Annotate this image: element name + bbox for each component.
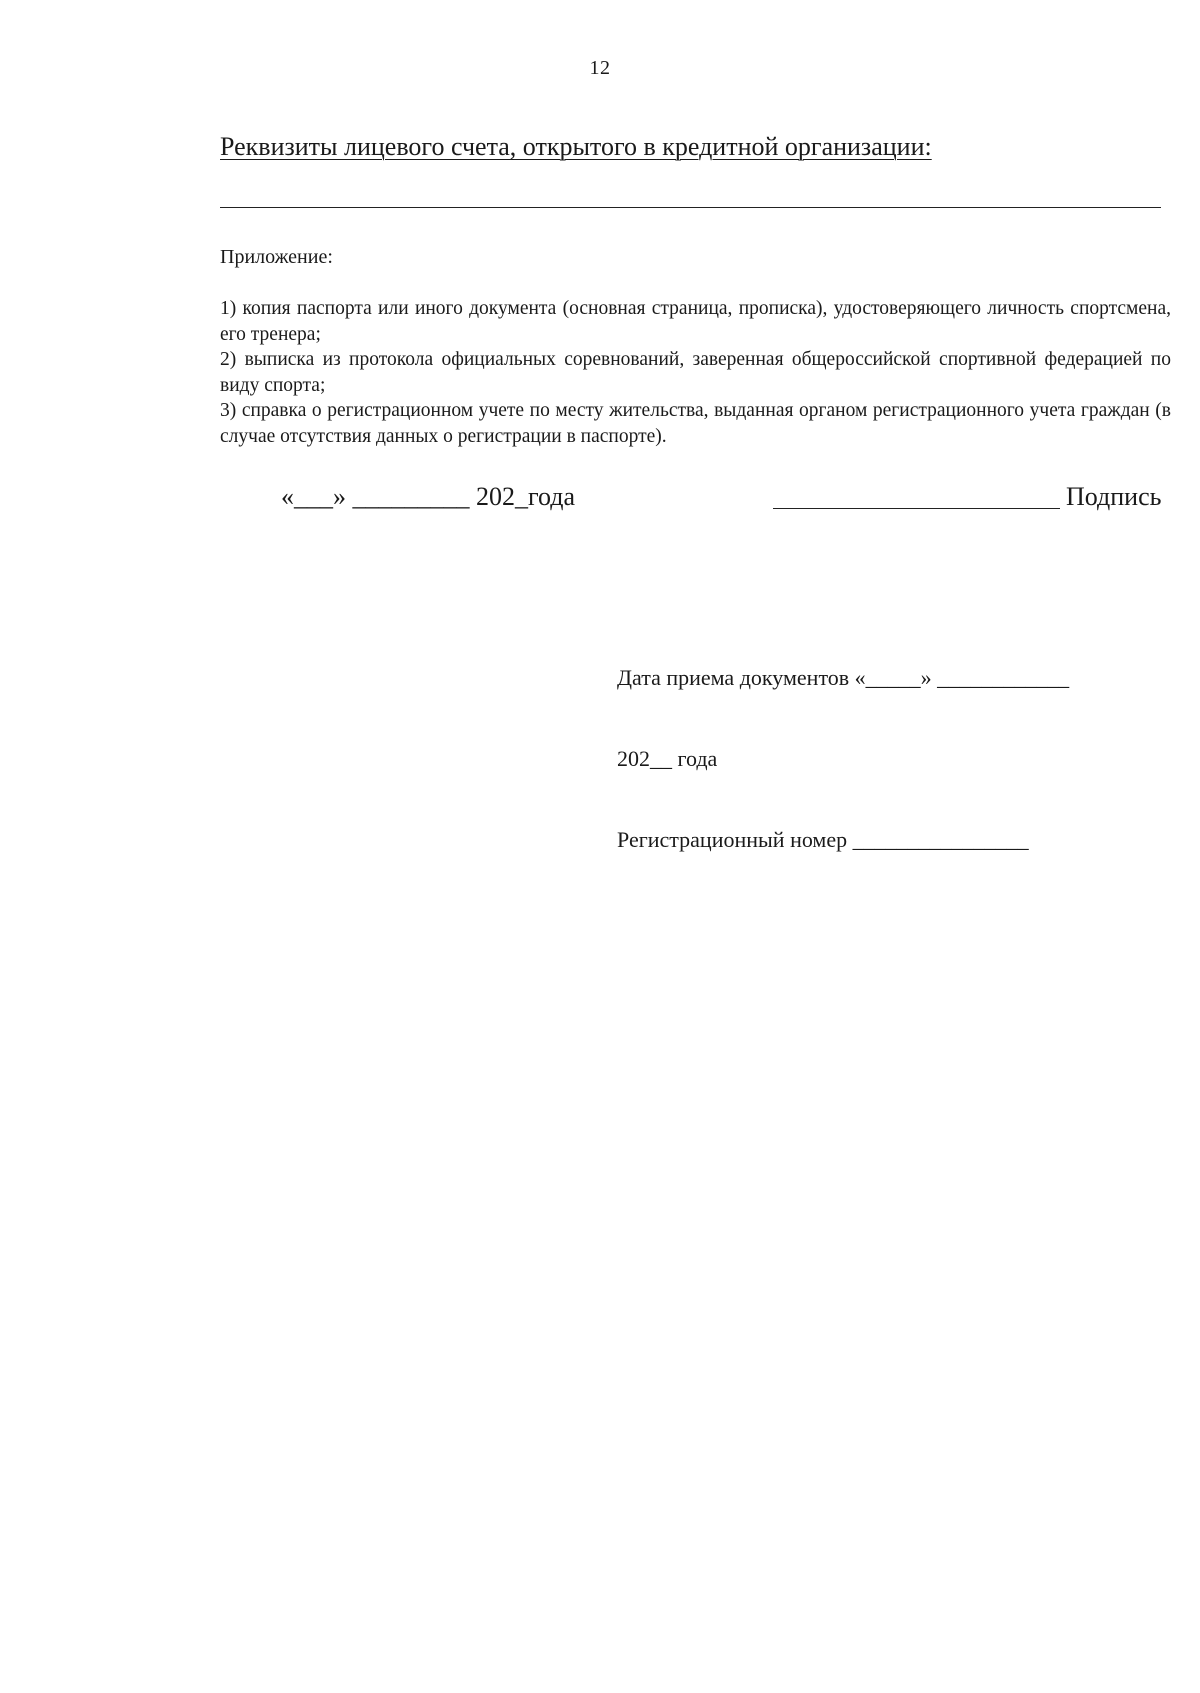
signature-blank-line (773, 508, 1060, 509)
receipt-date-line: Дата приема документов «_____» ____________ (617, 665, 1070, 690)
attachment-item: 1) копия паспорта или иного документа (основная страница, прописка), удостоверяющего личность спортсмена, его тренера; (220, 298, 1171, 345)
attachment-item: 2) выписка из протокола официальных соревнований, заверенная общероссийской спортивной федерацией по виду спорта; (220, 349, 1171, 396)
page-number: 12 (589, 57, 611, 79)
receipt-block (617, 610, 1069, 880)
signature-label: Подпись (1066, 482, 1162, 511)
attachment-label: Приложение: (220, 246, 333, 268)
account-details-blank-line (220, 207, 1161, 208)
account-details-heading: Реквизиты лицевого счета, открытого в кредитной организации: (220, 132, 932, 161)
registration-number-line: Регистрационный номер ________________ (617, 827, 1029, 852)
application-date-line: «___» _________ 202_года (281, 482, 576, 511)
attachment-item: 3) справка о регистрационном учете по месту жительства, выданная органом регистрационного учета граждан (в случае отсутствия данных о регистрации в паспорте). (220, 400, 1171, 447)
attachment-list (220, 296, 1171, 449)
receipt-year-line: 202__ года (617, 746, 718, 771)
